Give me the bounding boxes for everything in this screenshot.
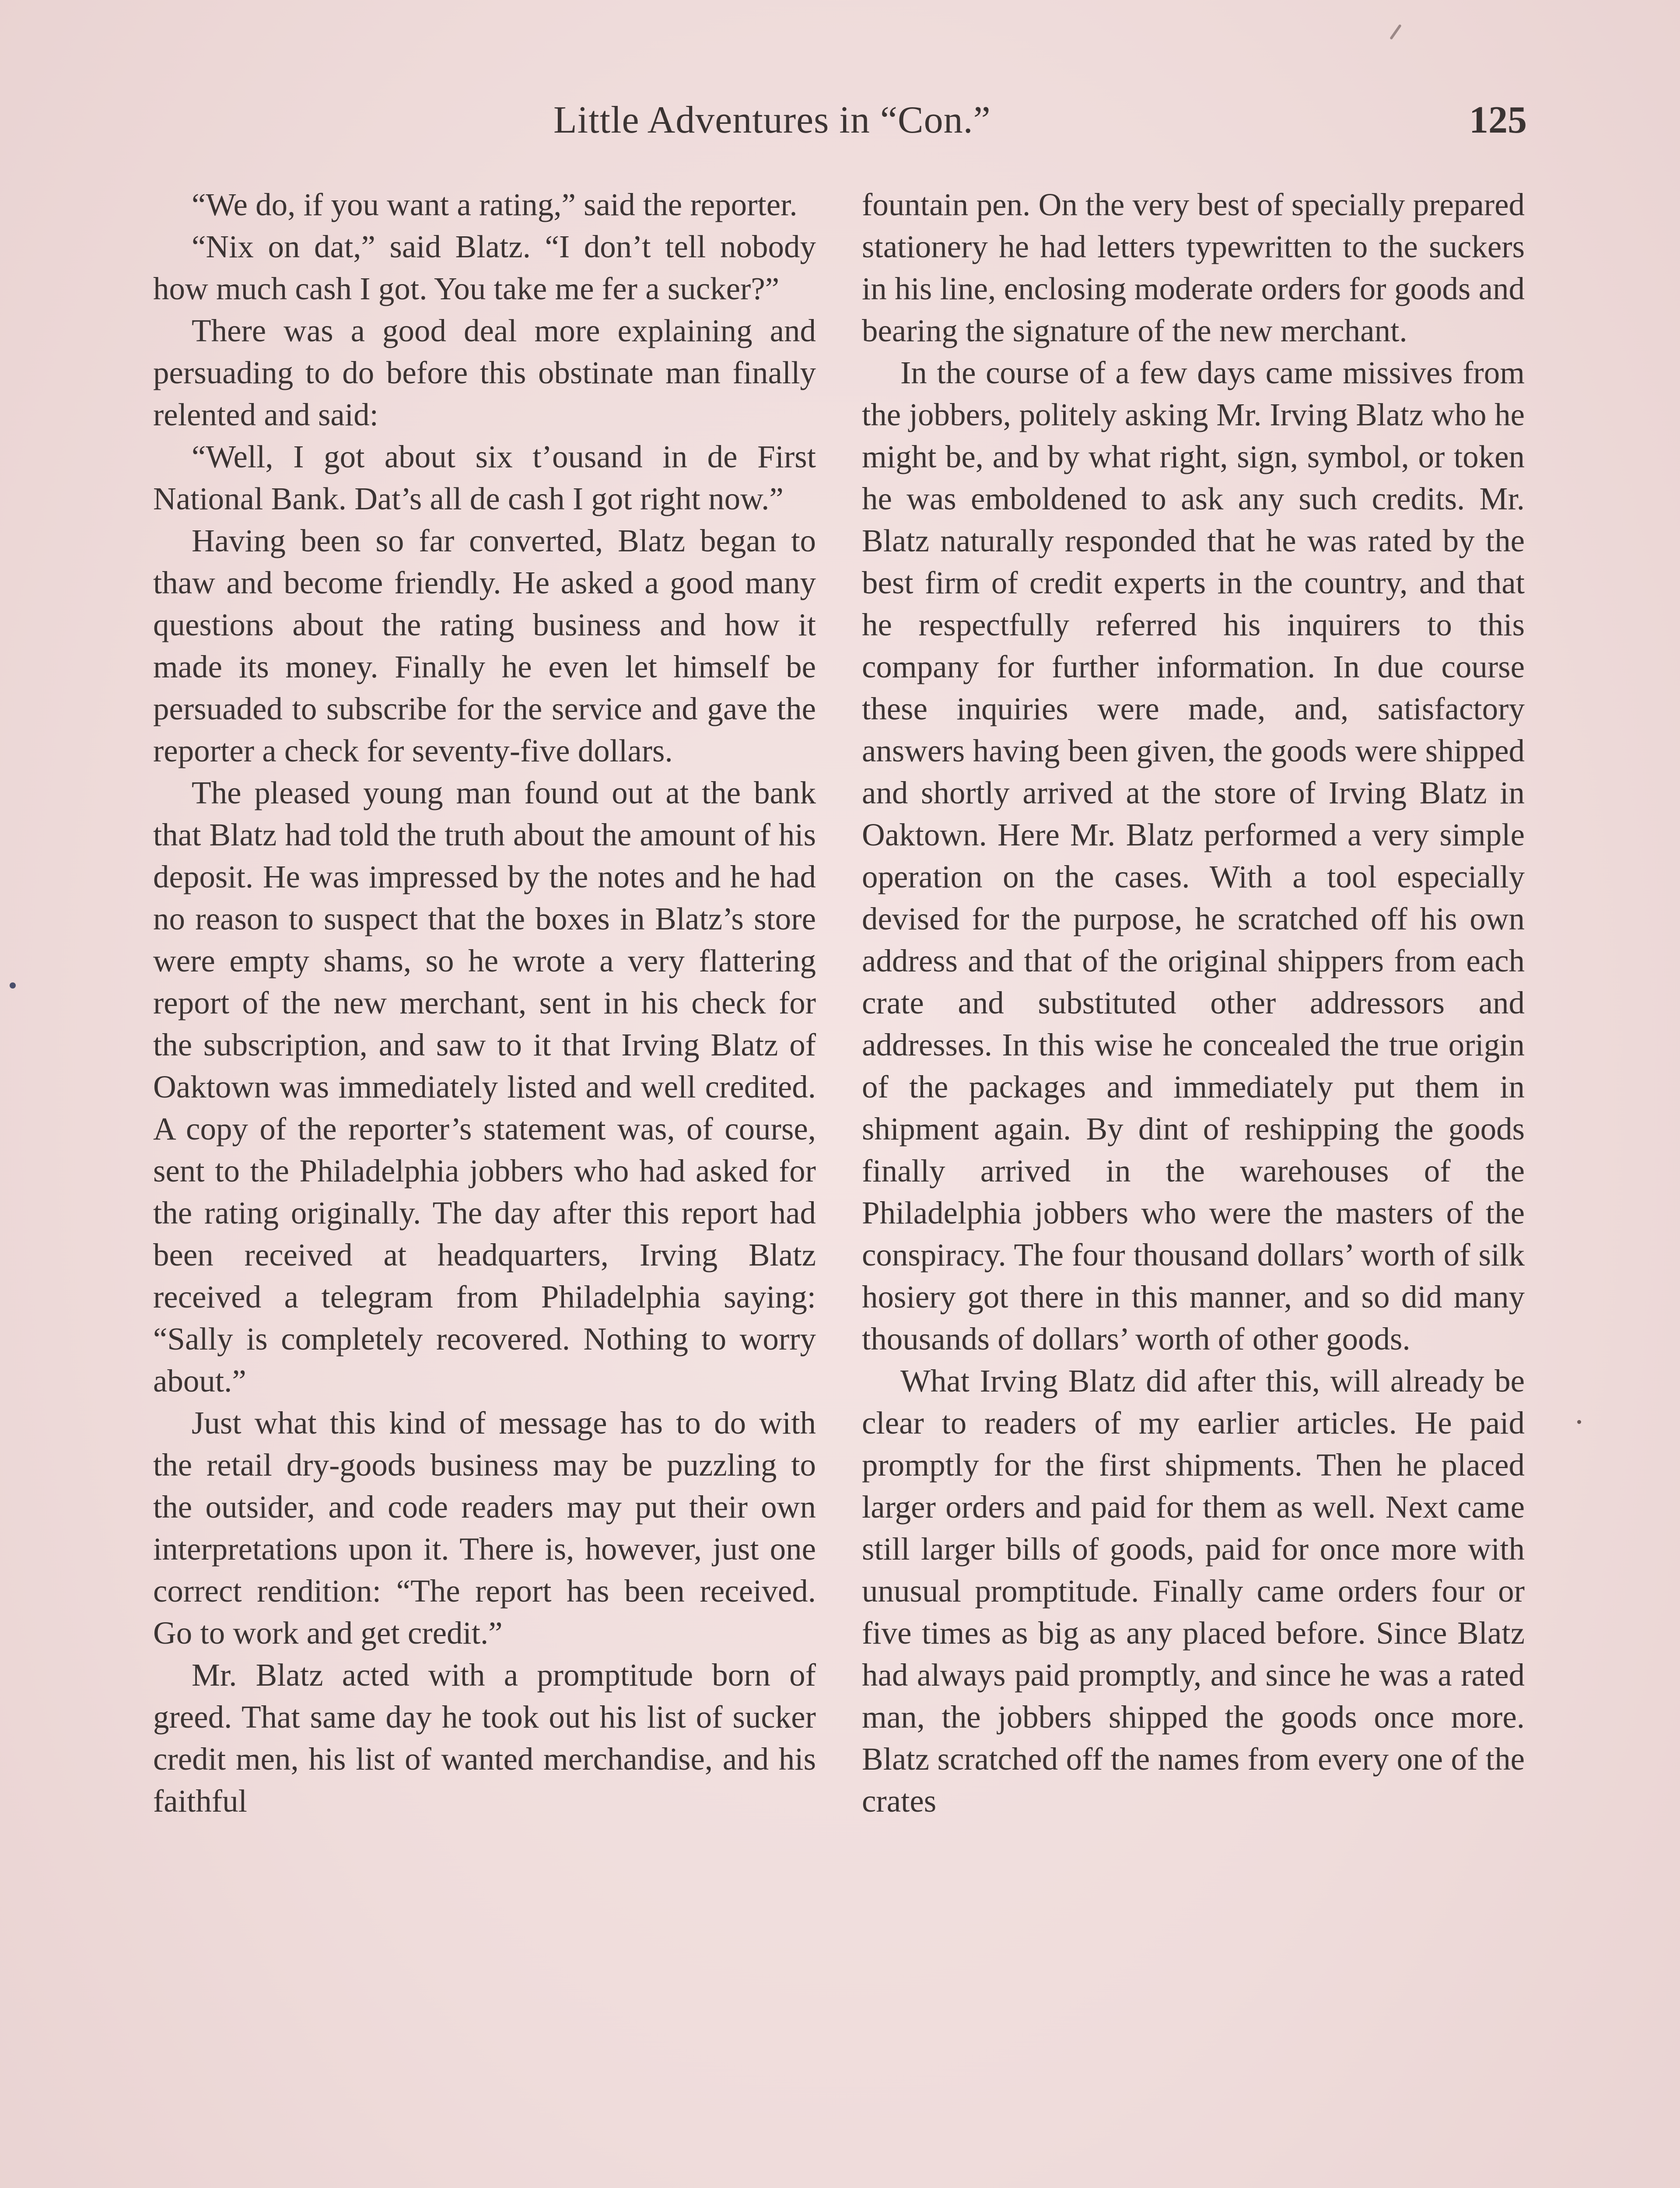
paragraph-continued: fountain pen. On the very best of specially prepared stationery he had letters typewritten to the suckers in his line, enclosing moderate orders for goods and bearing the signature of the new merchant. — [862, 187, 1525, 348]
ink-speck — [10, 982, 16, 989]
ink-speck — [1577, 1420, 1581, 1424]
paragraph: Having been so far converted, Blatz began to thaw and become friendly. He asked a good many questions about the rating business and how it made its money. Finally he even let himself be persuaded to subscribe for the service and gave the reporter a check for seventy-five dollars. — [153, 523, 816, 768]
paragraph: “Nix on dat,” said Blatz. “I don’t tell nobody how much cash I got. You take me fer a sucker?” — [153, 229, 816, 306]
paragraph: The pleased young man found out at the bank that Blatz had told the truth about the amount of his deposit. He was impressed by the notes and he had no reason to suspect that the boxes in Blatz’s store were empty shams, so he wrote a very flattering report of the new merchant, sent in his check for the subscription, and saw to it that Irving Blatz of Oaktown was immediately listed and well credited. A copy of the reporter’s statement was, of course, sent to the Philadelphia jobbers who had asked for the rating originally. The day after this report had been received at headquarters, Irving Blatz received a telegram from Philadelphia saying: “Sally is completely recovered. Nothing to worry about.” — [153, 775, 816, 1399]
paragraph: What Irving Blatz did after this, will already be clear to readers of my earlier articles. He paid promptly for the first shipments. Then he placed larger orders and paid for them as well. Next came still larger bills of goods, paid for once more with unusual promptitude. Finally came orders four or five times as big as any placed before. Since Blatz had always paid promptly, and since he was a rated man, the jobbers shipped the goods once more. Blatz scratched off the names from every one of the crates — [862, 1363, 1525, 1819]
paragraph: “Well, I got about six t’ousand in de First National Bank. Dat’s all de cash I got right now.” — [153, 439, 816, 516]
paragraph: Just what this kind of message has to do with the retail dry-goods business may be puzzling to the outsider, and code readers may put their own interpretations upon it. There is, however, just one correct rendition: “The report has been received. Go to work and get credit.” — [153, 1405, 816, 1651]
running-title: Little Adventures in “Con.” — [553, 99, 991, 141]
paragraph: In the course of a few days came missives from the jobbers, politely asking Mr. Irving Blatz who he might be, and by what right, sign, symbol, or token he was emboldened to ask any such credits. Mr. Blatz naturally responded that he was rated by the best firm of credit experts in the country, and that he respectfully referred his inquirers to this company for further information. In due course these inquiries were made, and, satisfactory answers having been given, the goods were shipped and shortly arrived at the store of Irving Blatz in Oaktown. Here Mr. Blatz performed a very simple operation on the cases. With a tool especially devised for the purpose, he scratched off his own address and that of the original shippers from each crate and substituted other addressors and addresses. In this wise he concealed the true origin of the packages and immediately put them in shipment again. By dint of reshipping the goods finally arrived in the warehouses of the Philadelphia jobbers who were the masters of the conspiracy. The four thousand dollars’ worth of silk hosiery got there in this manner, and so did many thousands of dollars’ worth of other goods. — [862, 355, 1525, 1357]
paragraph: Mr. Blatz acted with a promptitude born of greed. That same day he took out his list of sucker credit men, his list of wanted merchandise, and his faithful — [153, 1657, 816, 1819]
page-scratch-mark — [1390, 24, 1402, 40]
right-column — [862, 184, 1525, 1822]
running-header — [153, 94, 1527, 147]
paragraph: There was a good deal more explaining and persuading to do before this obstinate man finally relented and said: — [153, 313, 816, 432]
paragraph: “We do, if you want a rating,” said the reporter. — [192, 187, 798, 222]
left-column — [153, 184, 816, 1822]
page-number: 125 — [1469, 99, 1527, 141]
